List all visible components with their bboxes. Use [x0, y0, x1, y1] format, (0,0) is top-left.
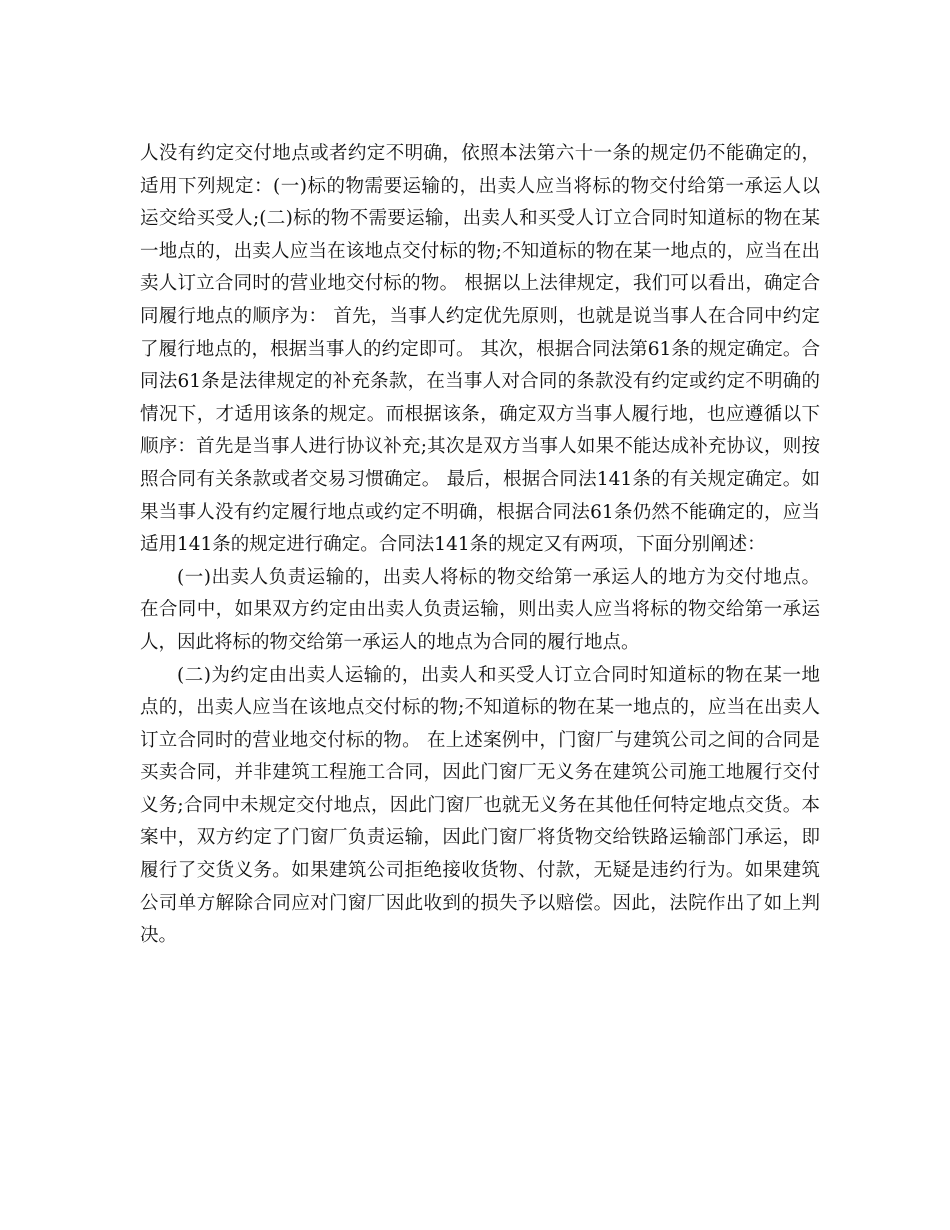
paragraph-seller-transport: (一)出卖人负责运输的，出卖人将标的物交给第一承运人的地方为交付地点。在合同中，如果双方约定由出卖人负责运输，则出卖人应当将标的物交给第一承运人，因此将标的物交给第一承运人的地点为合同的履行地点。: [140, 566, 820, 653]
document-body: [140, 138, 820, 953]
paragraph-agreed-delivery: (二)为约定由出卖人运输的，出卖人和买受人订立合同时知道标的物在某一地点的，出卖人应当在该地点交付标的物;不知道标的物在某一地点的，应当在出卖人订立合同时的营业地交付标的物。 在上述案例中，门窗厂与建筑公司之间的合同是买卖合同，并非建筑工程施工合同，因此门窗厂无义务在建筑公司施工地履行交付义务;合同中未规定交付地点，因此门窗厂也就无义务在其他任何特定地点交货。本案中，双方约定了门窗厂负责运输，因此门窗厂将货物交给铁路运输部门承运，即履行了交货义务。如果建筑公司拒绝接收货物、付款，无疑是违约行为。如果建筑公司单方解除合同应对门窗厂因此收到的损失予以赔偿。因此，法院作出了如上判决。: [140, 664, 820, 947]
paragraph-continuation: 人没有约定交付地点或者约定不明确，依照本法第六十一条的规定仍不能确定的，适用下列规定：(一)标的物需要运输的，出卖人应当将标的物交付给第一承运人以运交给买受人;(二)标的物不需要运输，出卖人和买受人订立合同时知道标的物在某一地点的，出卖人应当在该地点交付标的物;不知道标的物在某一地点的，应当在出卖人订立合同时的营业地交付标的物。 根据以上法律规定，我们可以看出，确定合同履行地点的顺序为： 首先，当事人约定优先原则，也就是说当事人在合同中约定了履行地点的，根据当事人的约定即可。 其次，根据合同法第61条的规定确定。合同法61条是法律规定的补充条款，在当事人对合同的条款没有约定或约定不明确的情况下，才适用该条的规定。而根据该条，确定双方当事人履行地，也应遵循以下顺序：首先是当事人进行协议补充;其次是双方当事人如果不能达成补充协议，则按照合同有关条款或者交易习惯确定。 最后，根据合同法141条的有关规定确定。如果当事人没有约定履行地点或约定不明确，根据合同法61条仍然不能确定的，应当适用141条的规定进行确定。合同法141条的规定又有两项，下面分别阐述：: [140, 143, 820, 556]
